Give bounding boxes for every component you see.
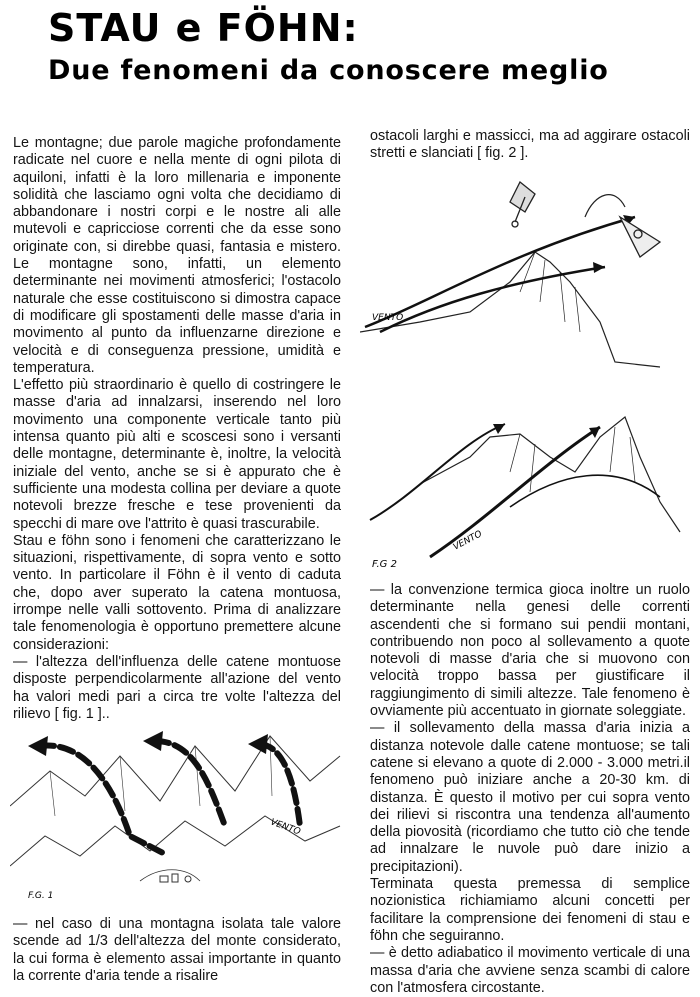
figure-2-illustration xyxy=(360,172,695,572)
figure-1-mountains xyxy=(10,736,340,881)
paragraph-lifting: — il sollevamento della massa d'aria inizia a distanza notevole dalle catene montuose; se tali catene si elevano a quote di 2.000 - 3.000 metri.il fenomeno può iniziare anche a 20-30 km. di distanza. È questo il motivo per cui sopra vento dei rilievi si riscontra una tendenza all'aumento della piovosità (ricordiamo che tutto ciò che tende ad innalzare le nuvole può dare inizio a precipitazioni). xyxy=(370,720,690,875)
article-title xyxy=(48,4,609,88)
figure-1-wind-arrows xyxy=(40,741,300,854)
figure-2-mountains xyxy=(360,252,680,532)
paragraph-adiabatic: — è detto adiabatico il movimento verticale di una massa d'aria che avviene senza scambi di calore con l'atmosfera circostante. xyxy=(370,945,690,996)
paragraph-effect: L'effetto più straordinario è quello di costringere le masse d'aria ad innalzarsi, inserendo nel loro movimento una componente verticale tanto più intensa quanto più alti e scoscesi sono i versanti delle montagne, determinante è, inoltre, la velocità iniziale del vento, anche se si è appurato che è sufficiente una modesta collina per deviare a quote notevoli brezze fresche e tese provenienti da specchi di mare ove l'attrito è quasi trascurabile. xyxy=(13,377,341,532)
figure-2-wind-label-top: VENTO xyxy=(372,313,404,323)
kite-pilot-drawing xyxy=(510,182,535,227)
right-column-text xyxy=(370,582,690,997)
figure-1-wind-label: VENTO xyxy=(268,817,302,838)
paragraph-isolated-mountain: — nel caso di una montagna isolata tale valore scende ad 1/3 dell'altezza del monte considerato, la cui forma è elemento assai importante in quanto la corrente d'aria tende a risalire xyxy=(13,916,341,984)
figure-2-turn-arrow xyxy=(585,195,625,217)
paragraph-premise: Terminata questa premessa di semplice nozionistica richiamiamo alcuni concetti per facilitare la comprensione dei fenomeni di stau e föhn che seguiranno. xyxy=(370,876,690,944)
left-column-text xyxy=(13,135,341,723)
paragraph-stau-fohn: Stau e föhn sono i fenomeni che caratterizzano le situazioni, rispettivamente, di sopra vento e sotto vento. In particolare il Föhn è il vento di caduta che, dopo aver superato la catena montuosa, irrompe nelle valli sottovento. Prima di analizzare tale fenomenologia è opportuno premettere alcune considerazioni: xyxy=(13,532,341,653)
figure-1-caption: F.G. 1 xyxy=(28,891,54,901)
kite-tilted-drawing xyxy=(620,217,660,257)
title-line-2: Due fenomeni da conoscere meglio xyxy=(48,55,609,86)
figure-2-arrowheads xyxy=(493,215,635,438)
figure-1-arrowheads xyxy=(28,731,268,756)
village-drawing xyxy=(160,874,191,882)
figure-2-drawing xyxy=(360,172,695,572)
figure-1-illustration xyxy=(10,716,345,911)
figure-2-wind-arrows xyxy=(365,217,660,557)
paragraph-thermal-convection: — la convenzione termica gioca inoltre un ruolo determinante nella genesi delle correnti ascendenti che si formano sui pendii montani, contribuendo non poco al sollevamento a quote notevoli di masse d'aria che si muovono con velocità troppo bassa per giustificare il raggiungimento di simili altezze. Tale fenomeno è ovviamente più accentuato in giornate soleggiate. xyxy=(370,582,690,720)
figure-2-caption: F.G 2 xyxy=(372,559,397,570)
title-line-1: STAU e FÖHN: xyxy=(48,6,359,50)
paragraph-obstacles: ostacoli larghi e massicci, ma ad aggirare ostacoli stretti e slanciati [ fig. 2 ]. xyxy=(370,128,690,162)
paragraph-altitude-influence: — l'altezza dell'influenza delle catene montuose disposte perpendicolarmente all'azione del vento ha valori medi pari a circa tre volte l'altezza del rilievo [ fig. 1 ].. xyxy=(13,653,341,722)
right-column-top-text xyxy=(370,128,690,163)
left-column-bottom-text xyxy=(13,916,341,985)
figure-1-drawing xyxy=(10,716,345,911)
figure-2-wind-label-bottom: VENTO xyxy=(451,529,484,553)
paragraph-intro: Le montagne; due parole magiche profondamente radicate nel cuore e nella mente di ogni pilota di aquiloni, infatti è la loro millenaria e imponente solidità che lasciamo ogni volta che decidiamo di abbandonare i nostri corpi e le nostre ali alle mutevoli e capricciose correnti che da esse sono originate con, si direbbe quasi, fantasia e mistero. Le montagne sono, infatti, un elemento determinante nei movimenti atmosferici; l'ostacolo naturale che esse costituiscono si dimostra capace di modificare gli spostamenti delle masse d'aria in movimento al punto da influenzarne direzione e velocità e di conseguenza pressione, umidità e temperatura. xyxy=(13,135,341,376)
